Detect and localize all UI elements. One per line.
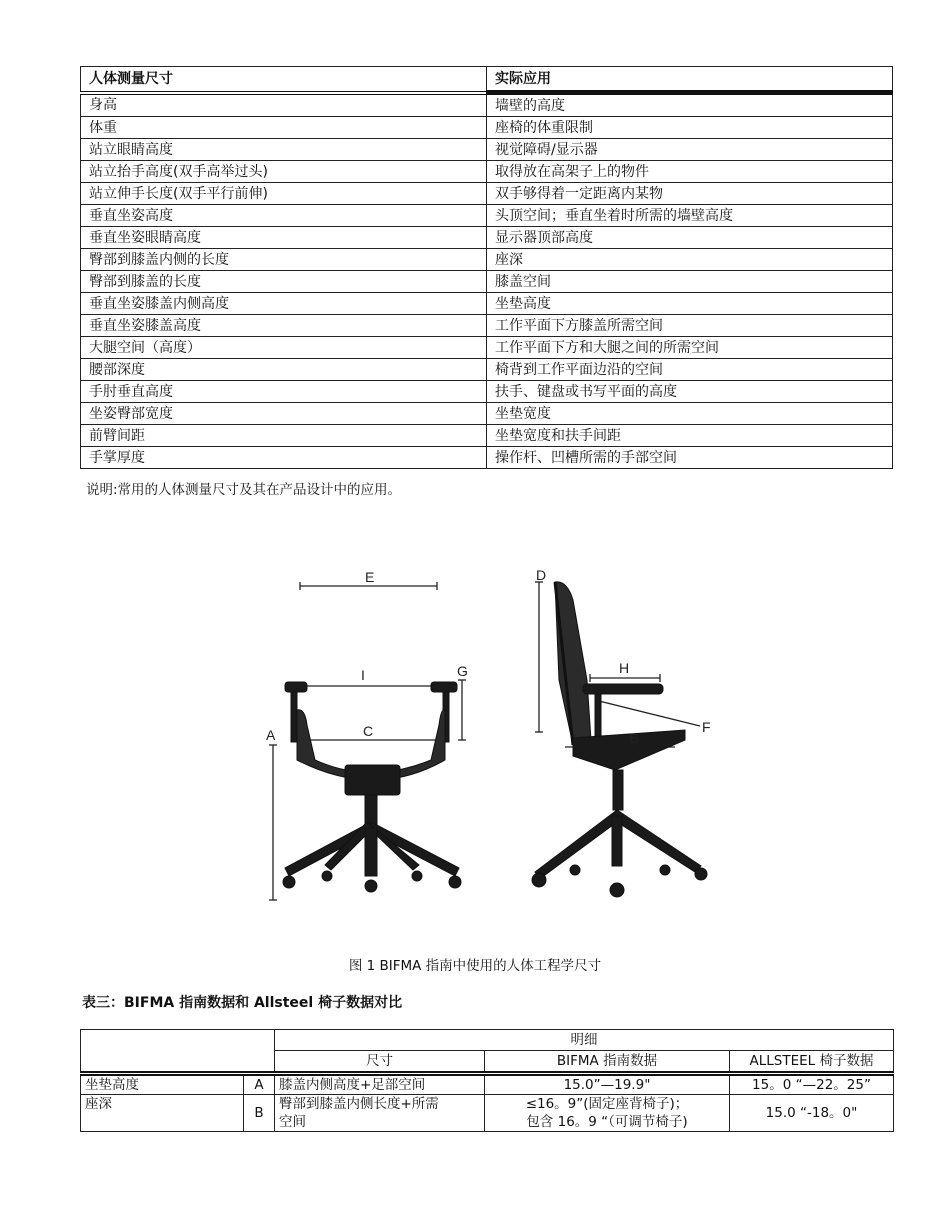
table-row xyxy=(81,249,893,271)
column-header: 尺寸 xyxy=(275,1051,485,1074)
measurement-cell: 垂直坐姿膝盖内侧高度 xyxy=(81,293,487,315)
measurement-cell: 坐姿臀部宽度 xyxy=(81,403,487,425)
row-dimension: 臀部到膝盖内侧长度+所需 空间 xyxy=(275,1095,485,1132)
group-header: 明细 xyxy=(275,1030,894,1051)
table-note: 说明:常用的人体测量尺寸及其在产品设计中的应用。 xyxy=(86,482,402,498)
measurement-cell: 手肘垂直高度 xyxy=(81,381,487,403)
row-code: A xyxy=(244,1074,275,1095)
application-cell: 膝盖空间 xyxy=(487,271,893,293)
application-cell: 取得放在高架子上的物件 xyxy=(487,161,893,183)
label-H: H xyxy=(619,660,630,676)
table-row xyxy=(81,425,893,447)
table-row xyxy=(81,227,893,249)
application-cell: 双手够得着一定距离内某物 xyxy=(487,183,893,205)
column-header: ALLSTEEL 椅子数据 xyxy=(730,1051,894,1074)
measurement-cell: 垂直坐姿眼睛高度 xyxy=(81,227,487,249)
measurement-cell: 站立眼睛高度 xyxy=(81,139,487,161)
application-cell: 椅背到工作平面边沿的空间 xyxy=(487,359,893,381)
measurement-cell: 垂直坐姿膝盖高度 xyxy=(81,315,487,337)
measurement-cell: 手掌厚度 xyxy=(81,447,487,469)
label-E: E xyxy=(365,569,375,585)
application-cell: 扶手、键盘或书写平面的高度 xyxy=(487,381,893,403)
table-row xyxy=(81,117,893,139)
table-row xyxy=(81,337,893,359)
measurement-cell: 站立伸手长度(双手平行前伸) xyxy=(81,183,487,205)
application-cell: 视觉障碍/显示器 xyxy=(487,139,893,161)
row-name: 坐垫高度 xyxy=(81,1074,244,1095)
table-row xyxy=(81,359,893,381)
column-header: 人体测量尺寸 xyxy=(81,67,487,93)
table-row xyxy=(81,447,893,469)
label-B: B xyxy=(629,730,639,746)
chair-diagram xyxy=(255,560,725,910)
application-cell: 操作杆、凹槽所需的手部空间 xyxy=(487,447,893,469)
chair-dimension-figure xyxy=(255,560,725,910)
table-row xyxy=(81,1095,894,1132)
application-cell: 坐垫高度 xyxy=(487,293,893,315)
table-row xyxy=(81,139,893,161)
measurement-cell: 臀部到膝盖的长度 xyxy=(81,271,487,293)
table-row xyxy=(81,271,893,293)
label-G: G xyxy=(457,663,468,679)
column-header: 实际应用 xyxy=(487,67,893,93)
table-row xyxy=(81,293,893,315)
table-row xyxy=(81,315,893,337)
anthropometry-table xyxy=(80,66,893,469)
measurement-cell: 垂直坐姿高度 xyxy=(81,205,487,227)
table-row xyxy=(81,205,893,227)
column-header: BIFMA 指南数据 xyxy=(485,1051,730,1074)
application-cell: 座椅的体重限制 xyxy=(487,117,893,139)
label-A: A xyxy=(266,727,276,743)
row-name: 座深 xyxy=(81,1095,244,1132)
row-code: B xyxy=(244,1095,275,1132)
application-cell: 坐垫宽度 xyxy=(487,403,893,425)
table-row xyxy=(81,161,893,183)
measurement-cell: 臀部到膝盖内侧的长度 xyxy=(81,249,487,271)
table-row xyxy=(81,403,893,425)
row-bifma: 15.0”—19.9" xyxy=(485,1074,730,1095)
measurement-cell: 腰部深度 xyxy=(81,359,487,381)
application-cell: 工作平面下方和大腿之间的所需空间 xyxy=(487,337,893,359)
measurement-cell: 站立抬手高度(双手高举过头) xyxy=(81,161,487,183)
measurement-cell: 大腿空间（高度） xyxy=(81,337,487,359)
table-row xyxy=(81,183,893,205)
label-C: C xyxy=(363,723,374,739)
table-row xyxy=(81,93,893,117)
figure-caption: 图 1 BIFMA 指南中使用的人体工程学尺寸 xyxy=(348,958,602,974)
label-I: I xyxy=(361,667,365,683)
measurement-cell: 体重 xyxy=(81,117,487,139)
measurement-cell: 身高 xyxy=(81,93,487,117)
comparison-table xyxy=(80,1029,894,1132)
label-D: D xyxy=(536,567,547,583)
application-cell: 墙壁的高度 xyxy=(487,93,893,117)
application-cell: 显示器顶部高度 xyxy=(487,227,893,249)
application-cell: 工作平面下方膝盖所需空间 xyxy=(487,315,893,337)
application-cell: 头顶空间；垂直坐着时所需的墙壁高度 xyxy=(487,205,893,227)
measurement-cell: 前臂间距 xyxy=(81,425,487,447)
application-cell: 坐垫宽度和扶手间距 xyxy=(487,425,893,447)
row-dimension: 膝盖内侧高度+足部空间 xyxy=(275,1074,485,1095)
row-allsteel: 15。0 “—22。25” xyxy=(730,1074,894,1095)
table-row xyxy=(81,1074,894,1095)
application-cell: 座深 xyxy=(487,249,893,271)
label-F: F xyxy=(702,719,711,735)
row-bifma: ≤16。9”(固定座背椅子)； 包含 16。9 “（可调节椅子) xyxy=(485,1095,730,1132)
table-row xyxy=(81,381,893,403)
row-allsteel: 15.0 “-18。0" xyxy=(730,1095,894,1132)
table3-title: 表三：BIFMA 指南数据和 Allsteel 椅子数据对比 xyxy=(82,995,403,1011)
